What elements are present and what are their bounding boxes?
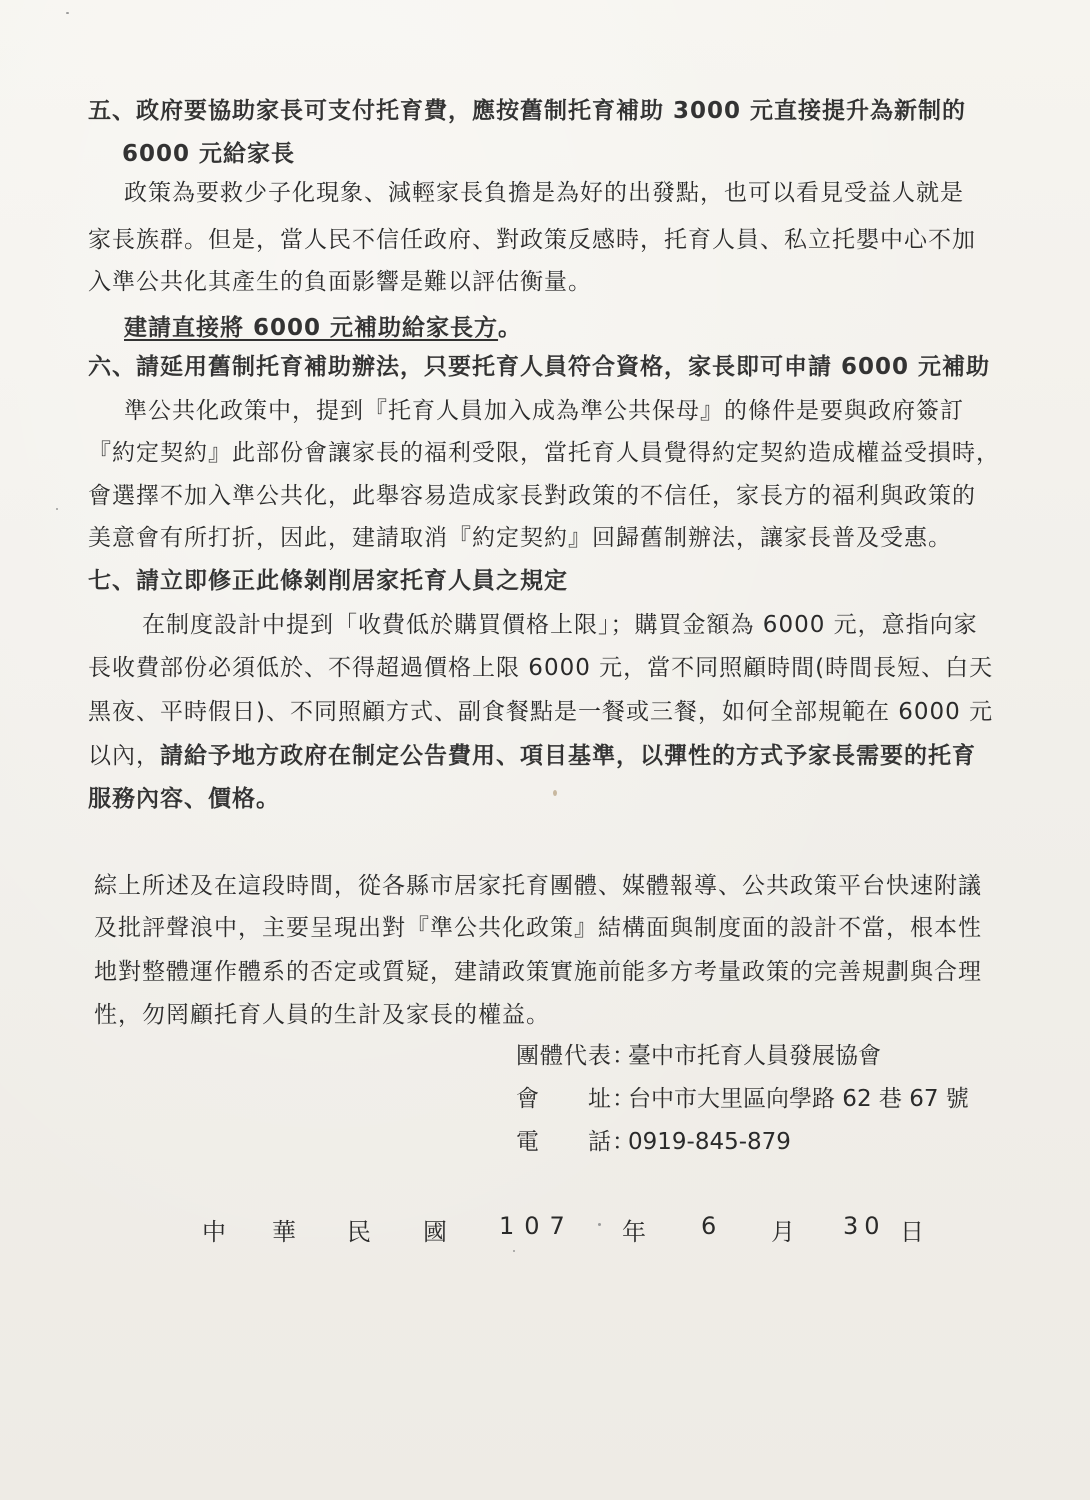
signature-phone-label: 電 話： <box>516 1129 636 1155</box>
date-year: 107 <box>499 1212 575 1240</box>
scan-speck <box>56 508 58 510</box>
date-day: 30 <box>843 1212 886 1240</box>
summary-line4: 性，勿罔顧托育人員的生計及家長的權益。 <box>94 1002 550 1028</box>
date-char-4: 國 <box>423 1218 453 1246</box>
section-6-body-line3: 會選擇不加入準公共化，此舉容易造成家長對政策的不信任，家長方的福利與政策的 <box>88 483 976 509</box>
section-7-body-line3: 黑夜、平時假日)、不同照顧方式、副食餐點是一餐或三餐，如何全部規範在 6000 元 <box>88 699 994 725</box>
section-7-heading: 七、請立即修正此條剝削居家托育人員之規定 <box>88 568 568 594</box>
section-5-body-line2: 家長族群。但是，當人民不信任政府、對政策反感時，托育人員、私立托嬰中心不加 <box>88 227 976 253</box>
scan-speck <box>513 1250 515 1252</box>
signature-addr-value: 台中市大里區向學路 62 巷 67 號 <box>628 1086 969 1112</box>
summary-line1: 綜上所述及在這段時間，從各縣市居家托育團體、媒體報導、公共政策平台快速附議 <box>94 873 982 899</box>
date-char-1: 中 <box>202 1218 232 1246</box>
section-6-body-line2: 『約定契約』此部份會讓家長的福利受限，當托育人員覺得約定契約造成權益受損時， <box>88 440 1000 466</box>
section-5-recommendation-end: 。 <box>498 315 523 341</box>
section-6-body-line1: 準公共化政策中，提到『托育人員加入成為準公共保母』的條件是要與政府簽訂 <box>124 398 964 424</box>
date-char-2: 華 <box>272 1218 302 1246</box>
date-month: 6 <box>701 1212 723 1240</box>
section-5-body-line3: 入準公共化其產生的負面影響是難以評估衡量。 <box>88 269 592 295</box>
section-5-recommendation <box>124 313 522 343</box>
signature-addr-label: 會 址： <box>516 1086 636 1112</box>
section-7-body-line2: 長收費部份必須低於、不得超過價格上限 6000 元，當不同照顧時間(時間長短、白天 <box>88 655 994 681</box>
section-5-heading-line2: 6000 元給家長 <box>122 141 296 167</box>
signature-address <box>516 1084 969 1114</box>
date-month-unit: 月 <box>771 1218 801 1246</box>
section-6-body-line4: 美意會有所打折，因此，建請取消『約定契約』回歸舊制辦法，讓家長普及受惠。 <box>88 525 952 551</box>
section-7-body-line4 <box>88 741 976 771</box>
scan-speck <box>66 12 69 14</box>
date-char-3: 民 <box>347 1218 377 1246</box>
date-day-unit: 日 <box>900 1218 930 1246</box>
section-5-recommendation-text: 建請直接將 6000 元補助給家長方 <box>124 315 499 341</box>
signature-rep-value: 臺中市托育人員發展協會 <box>628 1043 881 1069</box>
section-5-heading-line1: 五、政府要協助家長可支付托育費，應按舊制托育補助 3000 元直接提升為新制的 <box>88 98 967 124</box>
summary-line3: 地對整體運作體系的否定或質疑，建請政策實施前能多方考量政策的完善規劃與合理 <box>94 959 982 985</box>
document-date <box>0 1212 1090 1248</box>
date-year-unit: 年 <box>622 1218 652 1246</box>
section-7-body-line5: 服務內容、價格。 <box>88 786 280 812</box>
section-6-heading: 六、請延用舊制托育補助辦法，只要托育人員符合資格，家長即可申請 6000 元補助 <box>88 354 991 380</box>
signature-phone-value: 0919-845-879 <box>628 1129 791 1155</box>
signature-phone <box>516 1127 791 1157</box>
section-7-line4-plain: 以內， <box>88 743 160 769</box>
section-5-body-line1: 政策為要救少子化現象、減輕家長負擔是為好的出發點，也可以看見受益人就是 <box>124 180 964 206</box>
section-7-body-line1: 在制度設計中提到「收費低於購買價格上限」；購買金額為 6000 元，意指向家 <box>142 612 978 638</box>
signature-rep-label: 團體代表： <box>516 1043 636 1069</box>
section-7-line4-bold: 請給予地方政府在制定公告費用、項目基準，以彈性的方式予家長需要的托育 <box>160 743 976 769</box>
scan-speck <box>553 790 557 796</box>
scan-speck <box>598 1223 601 1226</box>
signature-representative <box>516 1041 881 1071</box>
summary-line2: 及批評聲浪中，主要呈現出對『準公共化政策』結構面與制度面的設計不當，根本性 <box>94 915 982 941</box>
